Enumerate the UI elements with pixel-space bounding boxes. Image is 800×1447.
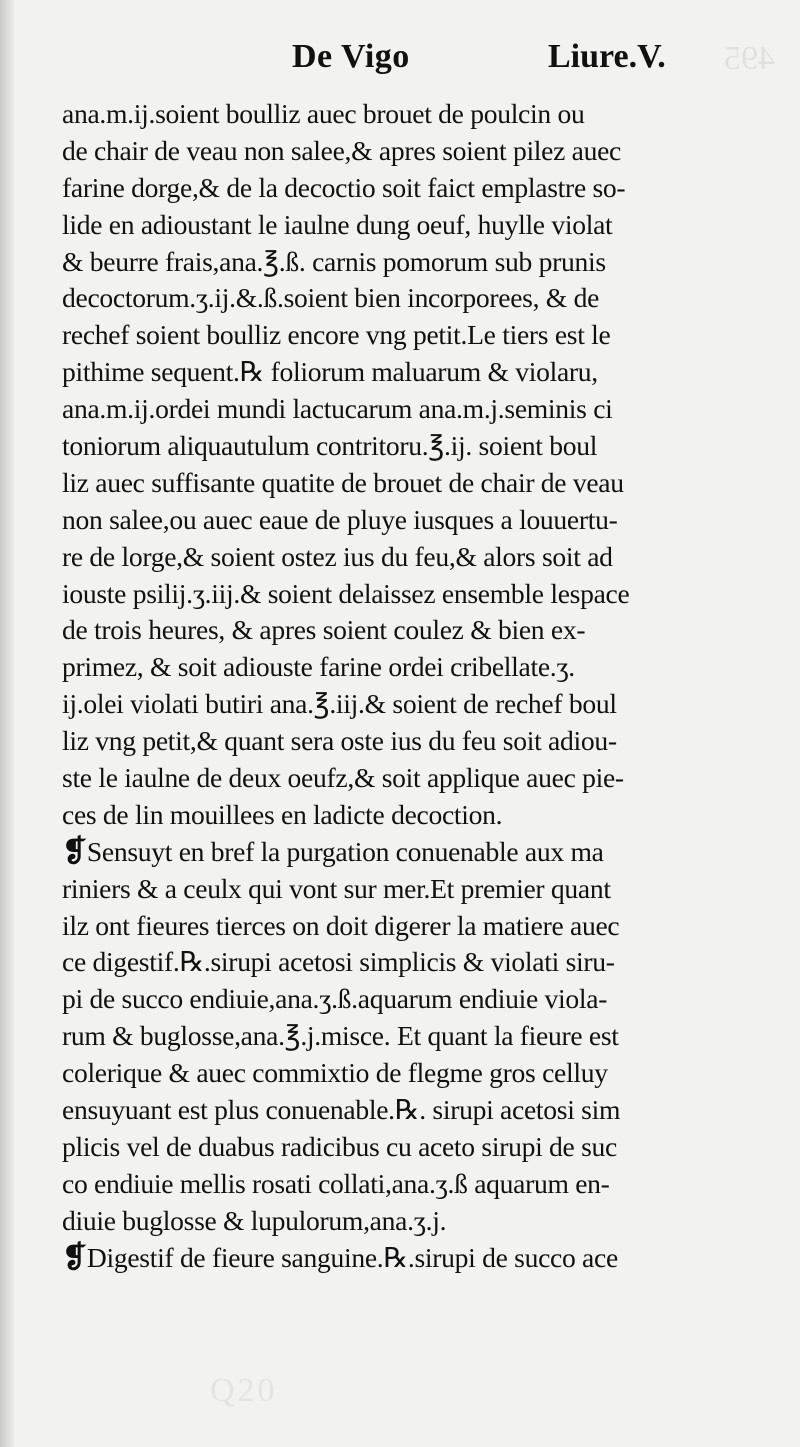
text-line: Sensuyt en bref la purgation conuenable aux ma [86,835,604,867]
text-line: re de lorge,& soient ostez ius du feu,& alors soit ad [62,540,613,572]
text-line-paragraph-start [62,1240,762,1277]
page-gutter [0,0,14,1447]
text-line: liz auec suffisante quatite de brouet de chair de veau [62,466,624,498]
text-line: & beurre frais,ana.℥.ß. carnis pomorum sub prunis [62,245,606,277]
text-line: co endiuie mellis rosati collati,ana.ʒ.ß aquarum en- [62,1167,610,1199]
text-line: rum & buglosse,ana.℥.j.misce. Et quant la fieure est [62,1020,619,1052]
text-line: Digestif de fieure sanguine.℞.sirupi de succo ace [86,1241,618,1273]
text-line: pithime sequent.℞ foliorum maluarum & violaru, [62,356,598,388]
text-line: plicis vel de duabus radicibus cu aceto sirupi de suc [62,1130,617,1162]
text-line: rechef soient boulliz encore vng petit.Le tiers est le [62,319,611,351]
text-line: ana.m.ij.ordei mundi lactucarum ana.m.j.seminis ci [62,393,613,425]
bleed-through-signature-mark: Q20 [210,1372,278,1409]
text-line: iouste psilij.ʒ.iij.& soient delaissez ensemble lespace [62,577,630,609]
text-line: colerique & auec commixtio de flegme gros celluy [62,1057,608,1089]
text-line-paragraph-start [62,834,762,871]
text-line: de trois heures, & apres soient coulez & bien ex- [62,614,586,646]
text-line: non salee,ou auec eaue de pluye iusques a louuertu- [62,503,618,535]
text-line: ensuyuant est plus conuenable.℞. sirupi acetosi sim [62,1094,621,1126]
text-line: riniers & a ceulx qui vont sur mer.Et premier quant [62,872,611,904]
text-line: ij.olei violati butiri ana.℥.iij.& soient de rechef boul [62,688,617,720]
bleed-through-page-number: 495 [724,40,775,77]
text-line: diuie buglosse & lupulorum,ana.ʒ.j. [62,1204,447,1236]
running-head-book-number: Liure.V. [548,38,666,75]
text-line: ste le iaulne de deux oeufz,& soit applique auec pie- [62,762,624,794]
running-head [0,38,800,88]
text-line: toniorum aliquautulum contritoru.℥.ij. soient boul [62,430,598,462]
text-line: de chair de veau non salee,& apres soient pilez auec [62,134,622,166]
text-line: lide en adioustant le iaulne dung oeuf, huylle violat [62,208,613,240]
body-text [62,96,762,1277]
text-line: ana.m.ij.soient boulliz auec brouet de poulcin ou [62,98,585,129]
text-line: ilz ont fieures tierces on doit digerer la matiere auec [62,909,620,941]
text-line: decoctorum.ʒ.ij.&.ß.soient bien incorporees, & de [62,282,600,314]
text-line: ces de lin mouillees en ladicte decoction. [62,798,503,830]
text-line: pi de succo endiuie,ana.ʒ.ß.aquarum endiuie viola- [62,983,608,1015]
paragraph-mark: ❡ [62,834,87,868]
text-line: farine dorge,& de la decoctio soit faict emplastre so- [62,171,626,203]
text-line: primez, & soit adiouste farine ordei cribellate.ʒ. [62,651,575,683]
paragraph-mark: ❡ [62,1240,87,1274]
text-line: ce digestif.℞.sirupi acetosi simplicis & violati siru- [62,946,615,978]
running-head-title: De Vigo [292,38,410,75]
text-line: liz vng petit,& quant sera oste ius du feu soit adiou- [62,725,617,757]
